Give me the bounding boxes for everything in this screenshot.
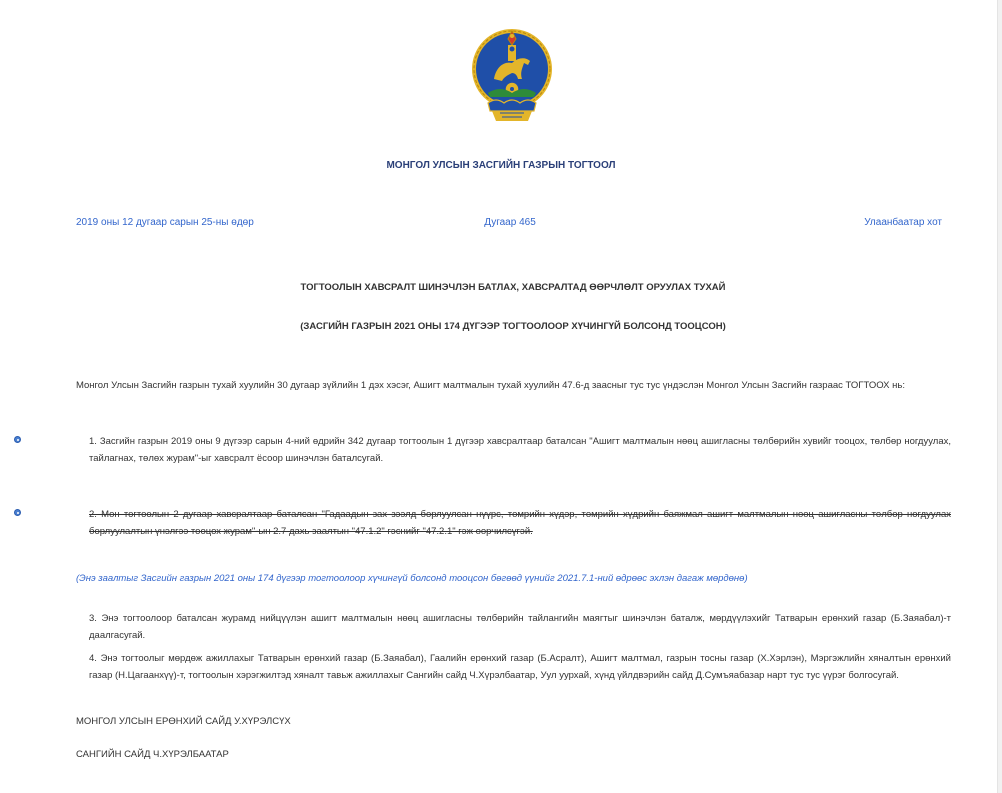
vertical-scrollbar[interactable] bbox=[997, 0, 1002, 793]
signature-prime-minister: МОНГОЛ УЛСЫН ЕРӨНХИЙ САЙД У.ХҮРЭЛСҮХ bbox=[76, 716, 291, 727]
decree-date: 2019 оны 12 дугаар сарын 25-ны өдөр bbox=[76, 217, 254, 228]
decree-item-4: 4. Энэ тогтоолыг мөрдөж ажиллахыг Татварын ерөнхий газар (Б.Заяабал), Гаалийн ерөнхий газар (Б.Асралт), Ашигт малтмал, газрын тосны газар (Х.Хэрлэн), Мэргэжлийн хяналтын ерөнхий газар (Н.Цагаанхүү)-т, тогтоолын хэрэгжилтэд хяналт тавьж ажиллахыг Сангийн сайд Ч.Хүрэлбаатар, Уул уурхай, хүнд үйлдвэрийн сайд Д.Сумъяабазар нарт тус тус үүрэг болгосугай. bbox=[89, 653, 951, 681]
decree-number: Дугаар 465 bbox=[484, 217, 536, 228]
repeal-note: (Энэ заалтыг Засгийн газрын 2021 оны 174 дүгээр тогтоолоор хүчингүй болсонд тооцсон бөгөөд үүнийг 2021.7.1-ний өдрөөс эхлэн дагаж мөрдөнө) bbox=[76, 573, 748, 584]
document-heading: ТОГТООЛЫН ХАВСРАЛТ ШИНЭЧЛЭН БАТЛАХ, ХАВСРАЛТАД ӨӨРЧЛӨЛТ ОРУУЛАХ ТУХАЙ bbox=[300, 282, 726, 293]
signature-finance-minister: САНГИЙН САЙД Ч.ХҮРЭЛБААТАР bbox=[76, 749, 229, 760]
preamble-paragraph: Монгол Улсын Засгийн газрын тухай хуулийн 30 дугаар зүйлийн 1 дэх хэсэг, Ашигт малтмалын тухай хуулийн 47.6-д заасныг тус тус үндэслэн Монгол Улсын Засгийн газраас ТОГТООХ нь: bbox=[76, 380, 905, 391]
document-subheading: (ЗАСГИЙН ГАЗРЫН 2021 ОНЫ 174 ДҮГЭЭР ТОГТООЛООР ХҮЧИНГҮЙ БОЛСОНД ТООЦСОН) bbox=[300, 321, 726, 332]
decree-item-1: 1. Засгийн газрын 2019 оны 9 дүгээр сарын 4-ний өдрийн 342 дугаар тогтоолын 1 дүгээр хавсралтаар баталсан "Ашигт малтмалын нөөц ашигласны төлбөрийн хувийг тооцох, төлбөр ногдуулах, тайлагнах, төлөх журам"-ыг хавсралт ёсоор шинэчлэн баталсугай. bbox=[89, 436, 951, 464]
decree-item-3: 3. Энэ тогтоолоор баталсан журамд нийцүүлэн ашигт малтмалын нөөц ашигласны төлбөрийн тайлангийн маягтыг шинэчлэн баталж, мөрдүүлэхийг Татварын ерөнхий газар (Б.Заяабал)-т даалгасугай. bbox=[89, 613, 951, 641]
decree-title: МОНГОЛ УЛСЫН ЗАСГИЙН ГАЗРЫН ТОГТООЛ bbox=[386, 160, 616, 171]
revision-marker-icon[interactable] bbox=[14, 436, 21, 443]
revision-marker-icon[interactable] bbox=[14, 509, 21, 516]
decree-city: Улаанбаатар хот bbox=[864, 217, 942, 228]
decree-item-2-repealed: 2. Мөн тогтоолын 2 дугаар хавсралтаар баталсан "Гадаадын зах зээлд борлуулсан нүүрс, төмрийн хүдэр, төмрийн хүдрийн баяжмал ашигт малтмалын нөөц ашигласны төлбөр ногдуулах борлуулалтын үнэлгээ тооцох журам"-ын 2.7 дахь заалтын "47.1.2" гэснийг "47.2.1" гэж өөрчилсүгэй. bbox=[89, 509, 951, 537]
state-emblem-icon bbox=[470, 27, 554, 123]
